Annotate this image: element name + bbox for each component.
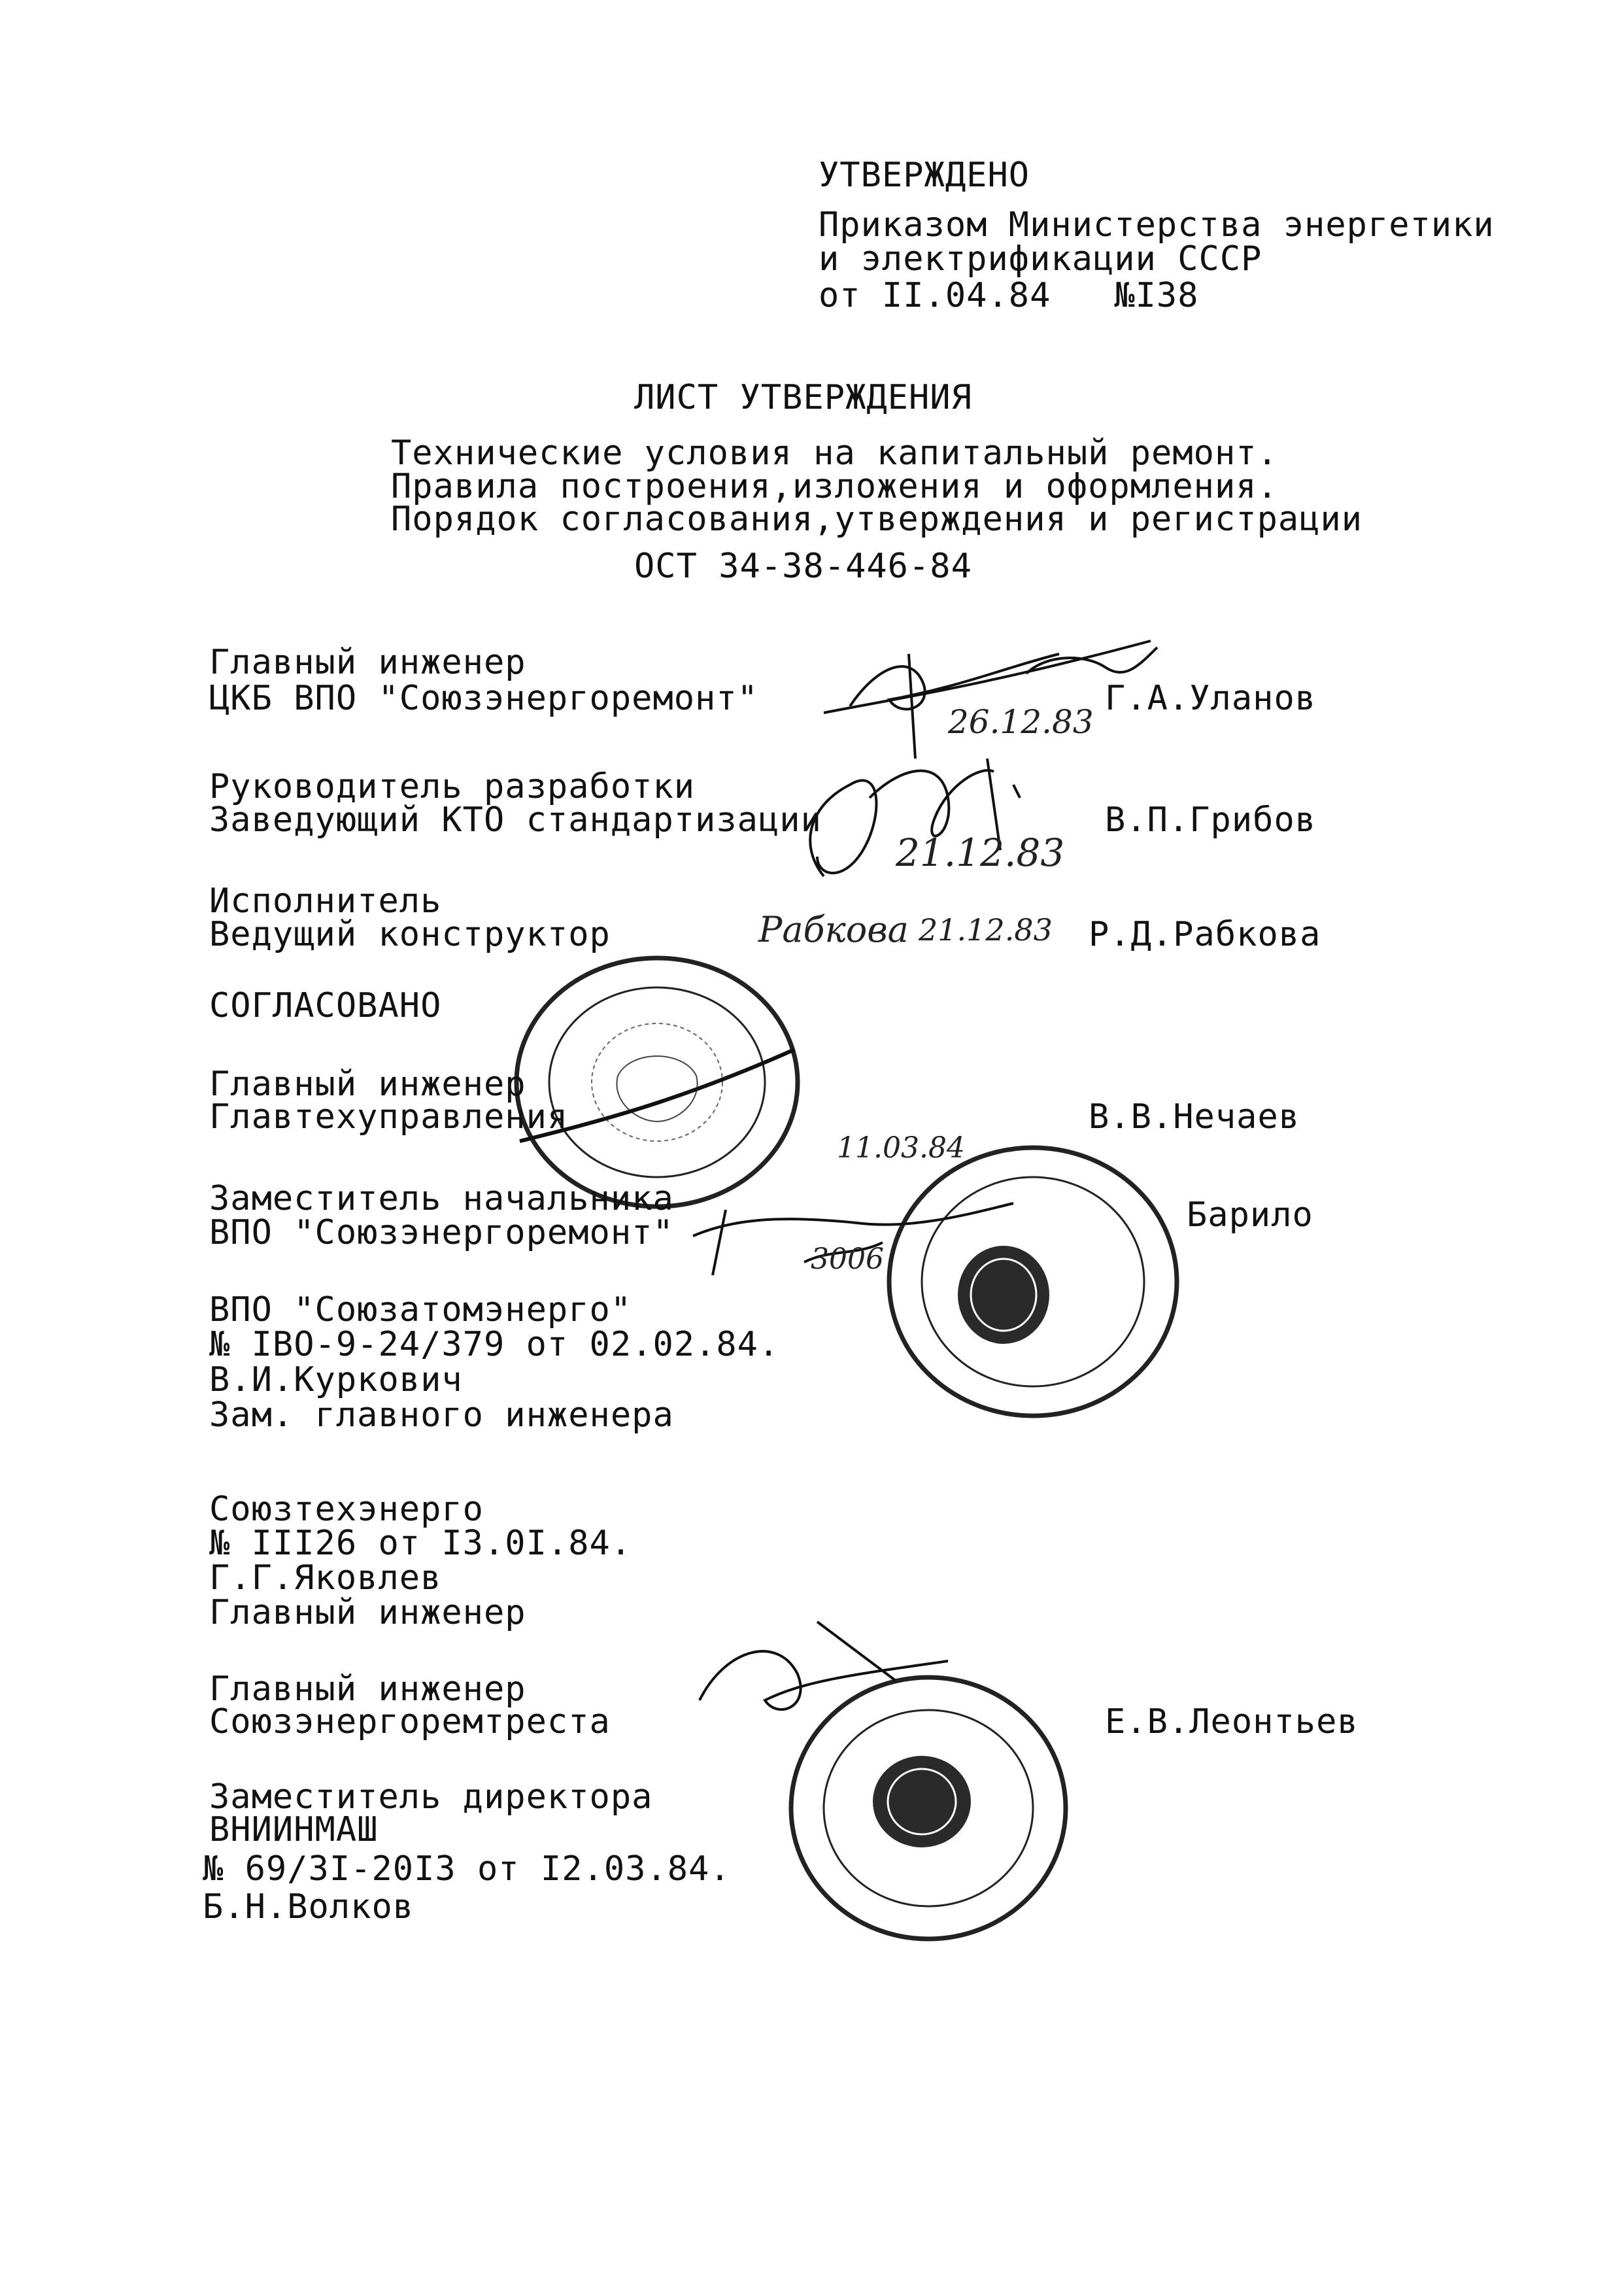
agreed-3-line4: Зам. главного инженера	[209, 1396, 674, 1435]
signatory-3-signature: Рабкова	[758, 909, 909, 950]
signatory-1-name: Г.А.Уланов	[1105, 679, 1317, 718]
agreed-3-line2: № IВО-9-24/379 от 02.02.84.	[209, 1325, 780, 1364]
approval-order-line1: Приказом Министерства энергетики	[819, 205, 1495, 245]
stamp-1	[507, 951, 807, 1216]
signatory-2-role-line1: Руководитель разработки	[209, 767, 696, 806]
agreed-4-line3: Г.Г.Яковлев	[209, 1558, 442, 1598]
agreed-2-handwritten: 3006	[811, 1242, 884, 1276]
sheet-subject-line3: Порядок согласования,утверждения и регистрации	[391, 500, 1363, 539]
agreed-6-line4: Б.Н.Волков	[203, 1887, 414, 1927]
agreed-1-line1: Главный инженер	[209, 1065, 526, 1104]
agreed-4-line1: Союзтехэнерго	[209, 1490, 484, 1529]
signatory-2-role-line2: Заведующий КТО стандартизации	[209, 800, 822, 840]
sheet-code: ОСТ 34-38-446-84	[634, 547, 972, 586]
agreed-2-name: Барило	[1187, 1195, 1313, 1235]
signatory-2-name: В.П.Грибов	[1105, 800, 1317, 840]
signatory-1-role-line1: Главный инженер	[209, 643, 526, 682]
agreed-5-line1: Главный инженер	[209, 1670, 526, 1709]
agreed-1-name: В.В.Нечаев	[1089, 1097, 1300, 1137]
agreed-4-line4: Главный инженер	[209, 1593, 526, 1632]
approval-order-line2: и электрификации СССР	[819, 239, 1262, 279]
agreed-3-line3: В.И.Куркович	[209, 1360, 463, 1399]
agreed-3-line1: ВПО "Союзатомэнерго"	[209, 1290, 632, 1329]
signatory-2-date: 21.12.83	[896, 831, 1065, 875]
approval-heading: УТВЕРЖДЕНО	[819, 156, 1030, 195]
signature-agreed-5	[686, 1622, 961, 1755]
signatory-3-date: 21.12.83	[919, 912, 1053, 948]
agreed-6-line1: Заместитель директора	[209, 1777, 653, 1817]
signatory-3-role-line2: Ведущий конструктор	[209, 915, 611, 954]
agreed-6-line3: № 69/3I-20I3 от I2.03.84.	[203, 1849, 731, 1889]
agreed-1-date: 11.03.84	[837, 1131, 965, 1165]
sheet-title: ЛИСТ УТВЕРЖДЕНИЯ	[634, 378, 972, 417]
signature-2	[771, 745, 1059, 905]
agreed-heading: СОГЛАСОВАНО	[209, 986, 442, 1025]
signature-1	[811, 628, 1177, 761]
agreed-1-line2: Главтехуправления	[209, 1097, 569, 1137]
signatory-1-date: 26.12.83	[948, 703, 1094, 741]
agreed-6-line2: ВНИИНМАШ	[209, 1810, 379, 1849]
signatory-3-role-line1: Исполнитель	[209, 882, 442, 921]
sheet-subject-line2: Правила построения,изложения и оформления.	[391, 467, 1278, 506]
sheet-subject-line1: Технические условия на капитальный ремонт.	[391, 434, 1278, 473]
approval-order-line3: от II.04.84 №I38	[819, 276, 1199, 315]
signatory-1-role-line2: ЦКБ ВПО "Союзэнергоремонт"	[209, 679, 758, 718]
agreed-2-line1: Заместитель начальника	[209, 1179, 674, 1218]
signatory-3-name: Р.Д.Рабкова	[1089, 915, 1321, 954]
agreed-5-line2: Союзэнергоремтреста	[209, 1702, 611, 1741]
agreed-5-name: Е.В.Леонтьев	[1105, 1702, 1359, 1741]
agreed-4-line2: № III26 от I3.0I.84.	[209, 1524, 632, 1563]
agreed-2-line2: ВПО "Союзэнергоремонт"	[209, 1213, 674, 1252]
